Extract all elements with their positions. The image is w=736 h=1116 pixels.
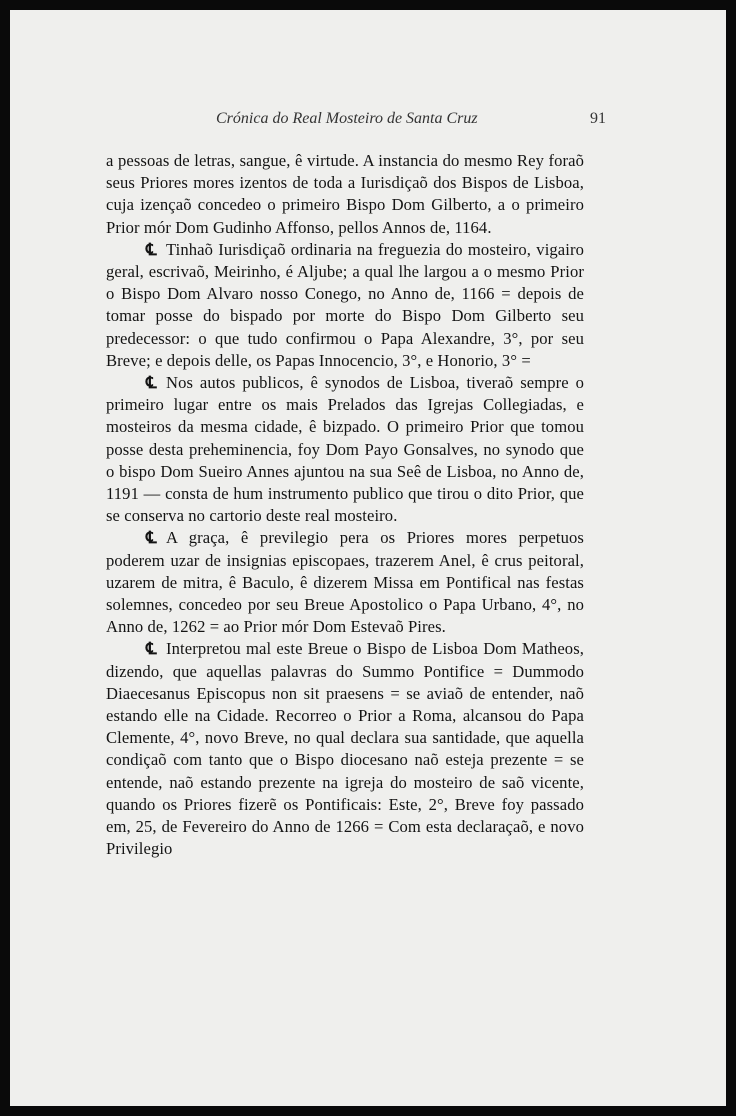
paragraph-4: [106, 527, 584, 638]
paragraph-text: Nos autos publicos, ê synodos de Lisboa, tiveraõ sempre o primeiro lugar entre os mais Prelados das Igrejas Collegiadas, e mosteiros da mesma cidade, ê bizpado. O primeiro Prior que tomou posse desta preheminencia, foy Dom Payo Gonsalves, no synodo que o bispo Dom Sueiro Annes ajuntou na sua Seê de Lisboa, no Anno de, 1191 — consta de hum instrumento publico que tirou o dito Prior, que se conserva no cartorio deste real mosteiro.: [106, 373, 584, 526]
paragraph-text: Interpretou mal este Breue o Bispo de Lisboa Dom Matheos, dizendo, que aquellas palavras do Summo Pontifice = Dummodo Diaecesanus Episcopus non sit praesens = se aviaõ de entender, naõ estando elle na Cidade. Recorreo o Prior a Roma, alcansou do Papa Clemente, 4°, novo Breve, no qual declara sua santidade, que aquella condiçaõ com tanto que o Bispo diocesano naõ esteja prezente = se entende, naõ estando prezente na igreja do mosteiro de saõ vicente, quando os Priores fizerẽ os Pontificais: Este, 2°, Breve foy passado em, 25, de Fevereiro do Anno de 1266 = Com esta declaraçaõ, e novo Privilegio: [106, 639, 584, 859]
paragraph-1: [106, 150, 584, 239]
paragraph-mark-icon: ℄: [146, 239, 157, 259]
paragraph-3: [106, 372, 584, 527]
paragraph-text: A graça, ê previlegio pera os Priores mores perpetuos poderem uzar de insignias episcopaes, trazerem Anel, ê crus peitoral, uzarem de mitra, ê Baculo, ê dizerem Missa em Pontifical nas festas solemnes, concedeo por seu Breue Apostolico o Papa Urbano, 4°, no Anno de, 1262 = ao Prior mór Dom Estevaõ Pires.: [106, 528, 584, 637]
body-text: [106, 150, 584, 861]
paragraph-mark-icon: ℄: [146, 373, 157, 393]
paragraph-2: [106, 239, 584, 372]
paragraph-mark-icon: ℄: [146, 528, 157, 548]
paragraph-text: a pessoas de letras, sangue, ê virtude. A instancia do mesmo Rey foraõ seus Priores mores izentos de toda a Iurisdiçaõ dos Bispos de Lisboa, cuja izençaõ concedeo o primeiro Bispo Dom Gilberto, a o primeiro Prior mór Dom Gudinho Affonso, pellos Annos de, 1164.: [106, 151, 584, 237]
book-page: [10, 10, 726, 1106]
page-number: 91: [590, 110, 606, 127]
running-head: [106, 110, 606, 132]
paragraph-text: Tinhaõ Iurisdiçaõ ordinaria na freguezia do mosteiro, vigairo geral, escrivaõ, Meirinho, é Aljube; a qual lhe largou a o mesmo Prior o Bispo Dom Alvaro nosso Conego, no Anno de, 1166 = depois de tomar posse do bispado por morte do Bispo Dom Gilberto seu predecessor: o que tudo confirmou o Papa Alexandre, 3°, por seu Breve; e depois delle, os Papas Innocencio, 3°, e Honorio, 3° =: [106, 239, 584, 370]
paragraph-5: [106, 638, 584, 860]
paragraph-mark-icon: ℄: [146, 639, 157, 659]
running-title: Crónica do Real Mosteiro de Santa Cruz: [216, 110, 478, 127]
